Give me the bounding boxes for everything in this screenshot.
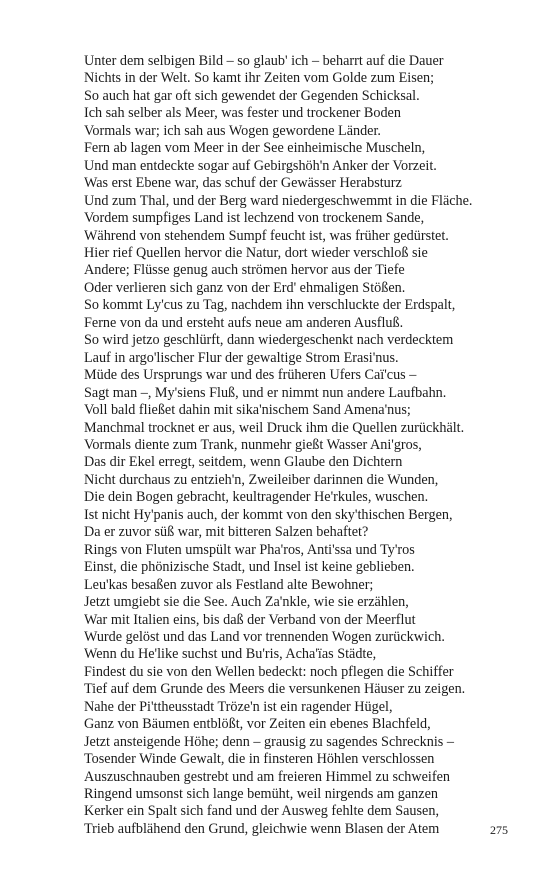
verse-line: Nichts in der Welt. So kamt ihr Zeiten vom Golde zum Eisen; xyxy=(84,70,435,87)
verse-line: Kerker ein Spalt sich fand und der Ausweg fehlte dem Sausen, xyxy=(84,803,439,820)
verse-line: Tosender Winde Gewalt, die in finsteren Höhlen verschlossen xyxy=(84,751,435,768)
verse-line: Was erst Ebene war, das schuf der Gewässer Herabsturz xyxy=(84,175,402,192)
verse-line: Vormals diente zum Trank, nunmehr gießt Wasser Ani'gros, xyxy=(84,436,422,453)
verse-line: Müde des Ursprungs war und des früheren Ufers Caï'cus – xyxy=(84,367,417,384)
verse-line: Da er zuvor süß war, mit bitteren Salzen behaftet? xyxy=(84,524,369,541)
verse-line: War mit Italien eins, bis daß der Verband von der Meerflut xyxy=(84,611,416,628)
verse-line: Auszuschnauben gestrebt und am freieren Himmel zu schweifen xyxy=(84,768,450,785)
verse-line: Manchmal trocknet er aus, weil Druck ihm die Quellen zurückhält. xyxy=(84,419,465,436)
verse-line: Fern ab lagen vom Meer in der See einheimische Muscheln, xyxy=(84,140,426,157)
verse-line: Und zum Thal, und der Berg ward niedergeschwemmt in die Fläche. xyxy=(84,192,473,209)
verse-line: Leu'kas besaßen zuvor als Festland alte Bewohner; xyxy=(84,576,374,593)
verse-line: Tief auf dem Grunde des Meers die versunkenen Häuser zu zeigen. xyxy=(84,681,466,698)
verse-line: Ich sah selber als Meer, was fester und trockener Boden xyxy=(84,105,401,122)
verse-line: Ist nicht Hy'panis auch, der kommt von den sky'thischen Bergen, xyxy=(84,506,453,523)
verse-line: Lauf in argo'lischer Flur der gewaltige Strom Erasi'nus. xyxy=(84,349,399,366)
verse-line: Nahe der Pi'ttheusstadt Tröze'n ist ein ragender Hügel, xyxy=(84,698,393,715)
verse-line: Jetzt umgiebt sie die See. Auch Za'nkle, wie sie erzählen, xyxy=(84,594,409,611)
verse-line: Während von stehendem Sumpf feucht ist, was früher gedürstet. xyxy=(84,227,449,244)
verse-line: Findest du sie von den Wellen bedeckt: noch pflegen die Schiffer xyxy=(84,663,454,680)
verse-line: Ringend umsonst sich lange bemüht, weil nirgends am ganzen xyxy=(84,786,438,803)
poem-text xyxy=(84,53,524,838)
verse-line: Das dir Ekel erregt, seitdem, wenn Glaube den Dichtern xyxy=(84,454,403,471)
verse-line: Rings von Fluten umspült war Pha'ros, Anti'ssa und Ty'ros xyxy=(84,541,415,558)
verse-line: Nicht durchaus zu entzieh'n, Zweileiber darinnen die Wunden, xyxy=(84,471,439,488)
verse-line: Ganz von Bäumen entblößt, vor Zeiten ein ebenes Blachfeld, xyxy=(84,716,431,733)
verse-line: Wenn du He'like suchst und Bu'ris, Acha'ïas Städte, xyxy=(84,646,377,663)
verse-line: Die dein Bogen gebracht, keultragender He'rkules, wuschen. xyxy=(84,489,429,506)
verse-line: Andere; Flüsse genug auch strömen hervor aus der Tiefe xyxy=(84,262,405,279)
verse-line: So wird jetzo geschlürft, dann wiedergeschenkt nach verdecktem xyxy=(84,332,454,349)
verse-line: Sagt man –, My'siens Fluß, und er nimmt nun andere Laufbahn. xyxy=(84,384,447,401)
verse-line: So auch hat gar oft sich gewendet der Gegenden Schicksal. xyxy=(84,87,420,104)
verse-line: Vormals war; ich sah aus Wogen gewordene Länder. xyxy=(84,122,381,139)
page-number: 275 xyxy=(490,823,508,837)
verse-line: Und man entdeckte sogar auf Gebirgshöh'n Anker der Vorzeit. xyxy=(84,157,437,174)
verse-line: Hier rief Quellen hervor die Natur, dort wieder verschloß sie xyxy=(84,244,428,261)
verse-line: Voll bald fließet dahin mit sika'nischem Sand Amena'nus; xyxy=(84,402,411,419)
verse-line: Vordem sumpfiges Land ist lechzend von trockenem Sande, xyxy=(84,210,425,227)
verse-line: Wurde gelöst und das Land vor trennenden Wogen zurückwich. xyxy=(84,628,445,645)
verse-line: Unter dem selbigen Bild – so glaub' ich – beharrt auf die Dauer xyxy=(84,53,444,69)
verse-line: Einst, die phönizische Stadt, und Insel ist keine geblieben. xyxy=(84,559,415,576)
verse-line: So kommt Ly'cus zu Tag, nachdem ihn verschluckte der Erdspalt, xyxy=(84,297,456,314)
verse-line: Jetzt ansteigende Höhe; denn – grausig zu sagendes Schrecknis – xyxy=(84,733,454,750)
verse-line: Oder verlieren sich ganz von der Erd' ehmaligen Stößen. xyxy=(84,279,406,296)
verse-line: Ferne von da und ersteht aufs neue am anderen Ausfluß. xyxy=(84,314,404,331)
verse-line: Trieb aufblähend den Grund, gleichwie wenn Blasen der Atem xyxy=(84,820,440,837)
